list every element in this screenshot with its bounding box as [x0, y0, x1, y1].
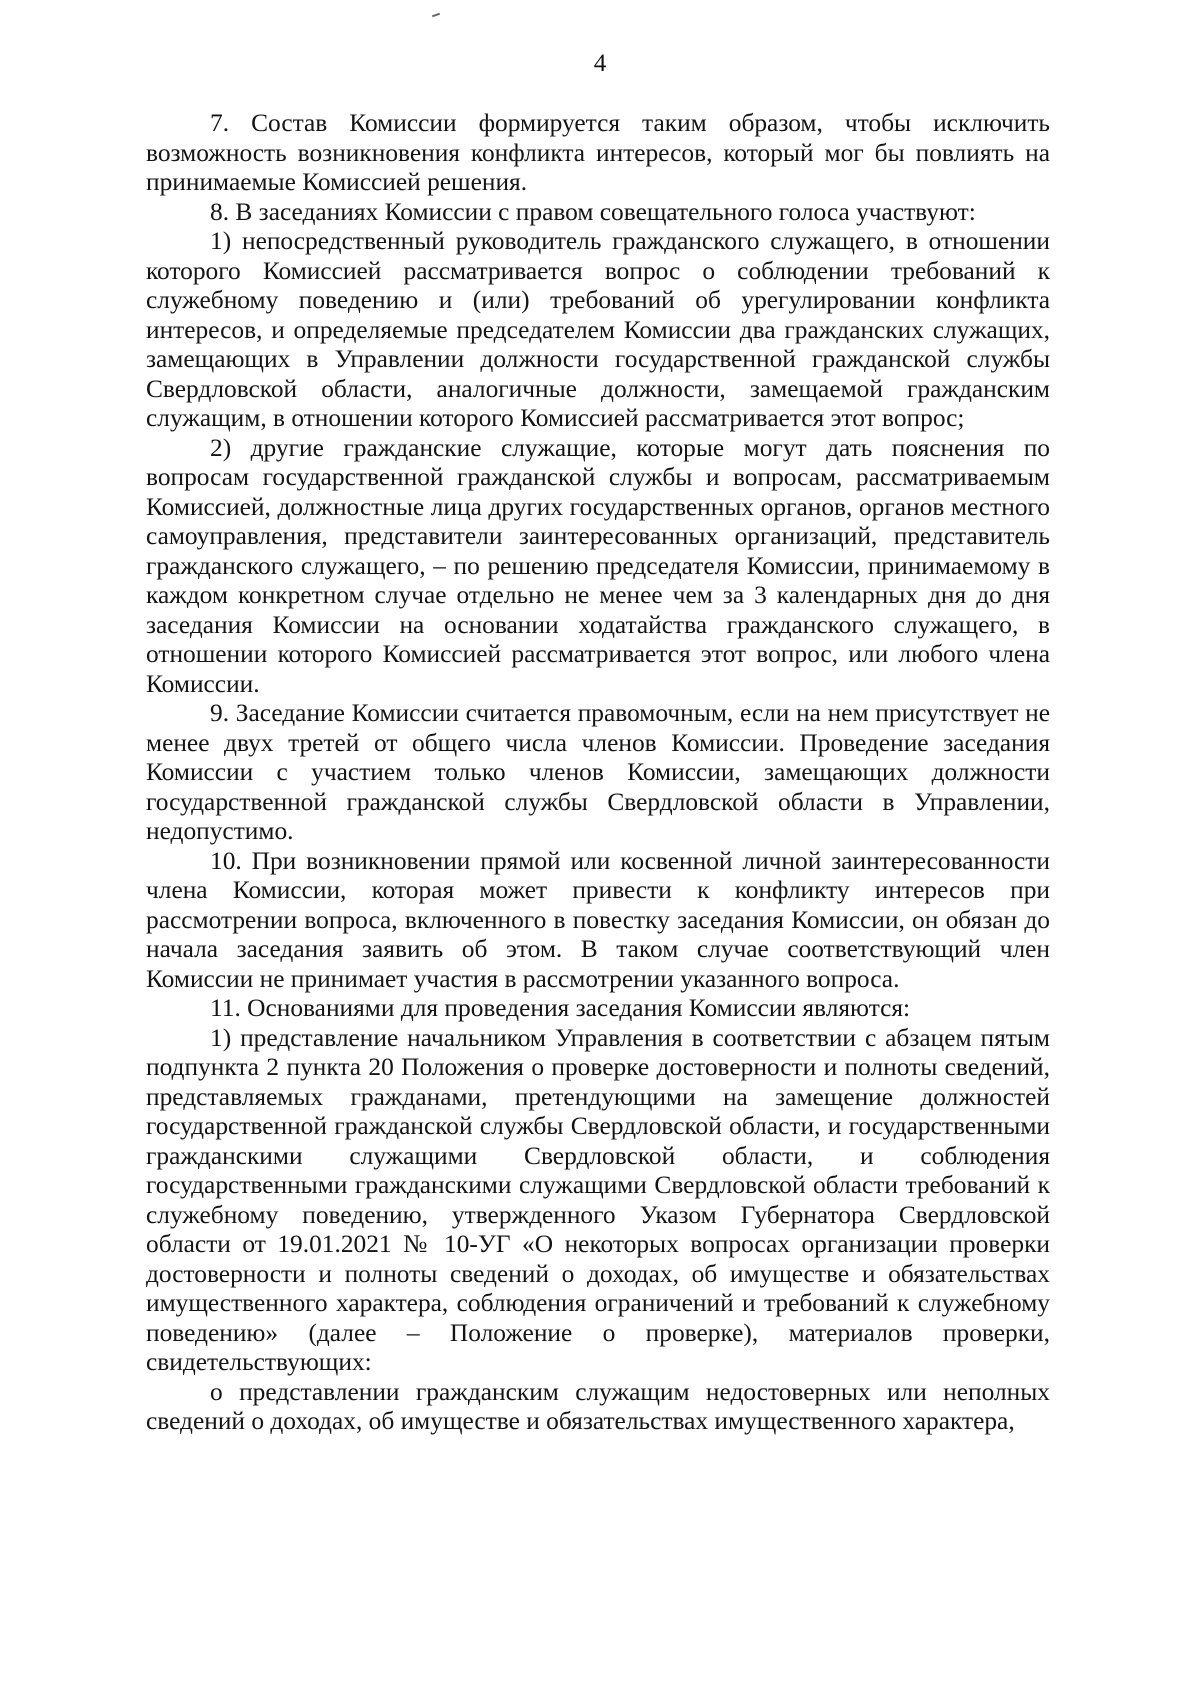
paragraph-9-quorum: 9. Заседание Комиссии считается правомочным, если на нем присутствует не менее двух третей от общего числа членов Комиссии. Проведение заседания Комиссии с участием только членов Комиссии, замещающих должности государственной гражданской службы Свердловской области в Управлении, недопустимо. [146, 699, 1050, 845]
paragraph-11-item-1-head-submission: 1) представление начальником Управления в соответствии с абзацем пятым подпункта 2 пункта 20 Положения о проверке достоверности и полноты сведений, представляемых гражданами, претендующими на замещение должностей государственной гражданской службы Свердловской области, и государственными гражданскими служащими Свердловской области, и соблюдения государственными гражданскими служащими Свердловской области требований к служебному поведению, утвержденного Указом Губернатора Свердловской области от 19.01.2021 № 10-УГ «О некоторых вопросах организации проверки достоверности и полноты сведений о доходах, об имуществе и обязательствах имущественного характера, соблюдения ограничений и требований к служебному поведению» (далее – Положение о проверке), материалов проверки, свидетельствующих: [146, 1023, 1050, 1376]
page-number: 4 [593, 50, 607, 77]
paragraph-8-item-1-direct-supervisor: 1) непосредственный руководитель гражданского служащего, в отношении которого Комиссией рассматривается вопрос о соблюдении требований к служебному поведению и (или) требований об урегулировании конфликта интересов, и определяемые председателем Комиссии два гражданских служащих, замещающих в Управлении должности государственной гражданской службы Свердловской области, аналогичные должности, замещаемой гражданским служащим, в отношении которого Комиссией рассматривается этот вопрос; [146, 227, 1050, 432]
paragraph-8-advisory-participants: 8. В заседаниях Комиссии с правом совещательного голоса участвуют: [210, 197, 976, 226]
paragraph-10-personal-interest: 10. При возникновении прямой или косвенной личной заинтересованности члена Комиссии, которая может привести к конфликту интересов при рассмотрении вопроса, включенного в повестку заседания Комиссии, он обязан до начала заседания заявить об этом. В таком случае соответствующий член Комиссии не принимает участия в рассмотрении указанного вопроса. [146, 846, 1050, 993]
document-body [146, 109, 1050, 1437]
paragraph-11-meeting-grounds: 11. Основаниями для проведения заседания Комиссии являются: [210, 994, 911, 1022]
paragraph-11-unreliable-information: о представлении гражданским служащим недостоверных или неполных сведений о доходах, об имуществе и обязательствах имущественного характера, [146, 1377, 1050, 1435]
paragraph-8-item-2-other-servants: 2) другие гражданские служащие, которые могут дать пояснения по вопросам государственной гражданской службы и вопросам, рассматриваемым Комиссией, должностные лица других государственных органов, органов местного самоуправления, представители заинтересованных организаций, представитель гражданского служащего, – по решению председателя Комиссии, принимаемому в каждом конкретном случае отдельно не менее чем за 3 календарных дня до дня заседания Комиссии на основании ходатайства гражданского служащего, в отношении которого Комиссией рассматривается этот вопрос, или любого члена Комиссии. [146, 433, 1050, 698]
paragraph-7-commission-composition: 7. Состав Комиссии формируется таким образом, чтобы исключить возможность возникновения конфликта интересов, который мог бы повлиять на принимаемые Комиссией решения. [146, 109, 1050, 196]
scan-artifact-mark [432, 13, 440, 18]
